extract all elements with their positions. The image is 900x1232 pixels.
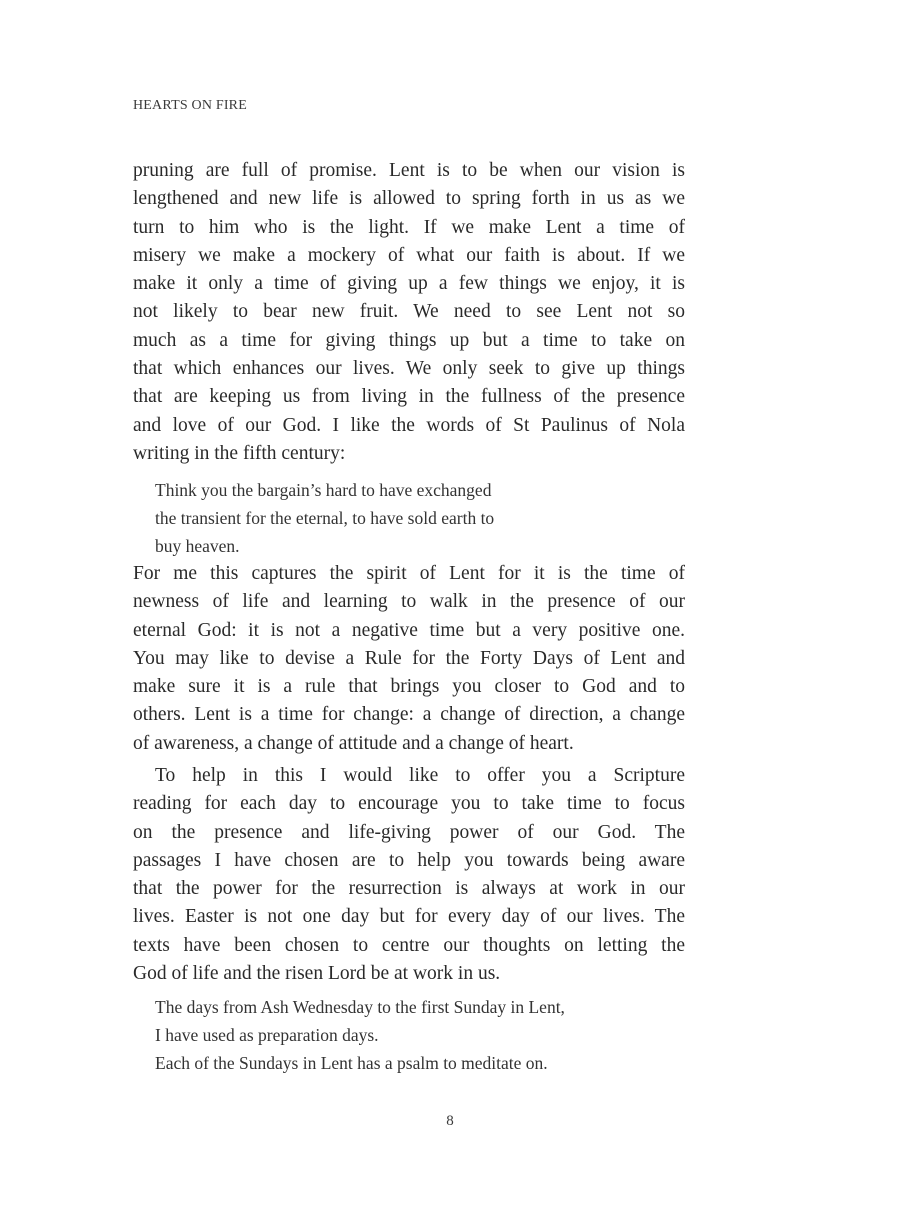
quote-line: Each of the Sundays in Lent has a psalm to meditate on. <box>155 1053 548 1073</box>
paragraph-1 <box>133 157 685 468</box>
text-line: make it only a time of giving up a few things we enjoy, it is <box>133 273 685 295</box>
text-line: newness of life and learning to walk in the presence of our <box>133 591 685 613</box>
text-line: writing in the fifth century: <box>133 442 346 464</box>
text-line: make sure it is a rule that brings you closer to God and to <box>133 676 685 698</box>
quote-line: the transient for the eternal, to have sold earth to <box>155 508 495 528</box>
text-line: on the presence and life-giving power of our God. The <box>133 821 685 843</box>
text-line: much as a time for giving things up but a time to take on <box>133 329 685 351</box>
text-line: passages I have chosen are to help you towards being aware <box>133 849 685 871</box>
text-line: pruning are full of promise. Lent is to be when our vision is <box>133 160 685 181</box>
block-quote-paulinus <box>155 476 675 560</box>
text-line: God of life and the risen Lord be at work in us. <box>133 963 501 985</box>
text-line: that are keeping us from living in the fullness of the presence <box>133 386 685 408</box>
quote-line: The days from Ash Wednesday to the first Sunday in Lent, <box>155 997 565 1017</box>
text-line: texts have been chosen to centre our thoughts on letting the <box>133 934 685 956</box>
text-line: that which enhances our lives. We only seek to give up things <box>133 358 685 380</box>
block-quote-notes <box>155 993 675 1077</box>
paragraph-2 <box>133 560 685 758</box>
text-line: reading for each day to encourage you to take time to focus <box>133 793 685 815</box>
quote-line: Think you the bargain’s hard to have exchanged <box>155 480 492 500</box>
text-line: that the power for the resurrection is always at work in our <box>133 878 685 900</box>
text-line: For me this captures the spirit of Lent for it is the time of <box>133 563 685 584</box>
text-line: of awareness, a change of attitude and a change of heart. <box>133 732 574 754</box>
running-head: HEARTS ON FIRE <box>133 98 247 113</box>
text-line: You may like to devise a Rule for the Forty Days of Lent and <box>133 647 685 669</box>
text-line: lengthened and new life is allowed to spring forth in us as we <box>133 188 685 210</box>
paragraph-3 <box>133 762 685 988</box>
text-line: turn to him who is the light. If we make Lent a time of <box>133 216 685 238</box>
text-line: eternal God: it is not a negative time but a very positive one. <box>133 619 685 641</box>
text-line: and love of our God. I like the words of St Paulinus of Nola <box>133 414 685 436</box>
text-line: others. Lent is a time for change: a change of direction, a change <box>133 704 685 726</box>
quote-line: I have used as preparation days. <box>155 1025 379 1045</box>
text-line: To help in this I would like to offer you a Scripture <box>155 765 685 786</box>
page-number: 8 <box>446 1113 454 1129</box>
text-line: not likely to bear new fruit. We need to see Lent not so <box>133 301 685 323</box>
text-line: lives. Easter is not one day but for every day of our lives. The <box>133 906 685 928</box>
quote-line: buy heaven. <box>155 536 240 556</box>
text-line: misery we make a mockery of what our faith is about. If we <box>133 244 685 266</box>
